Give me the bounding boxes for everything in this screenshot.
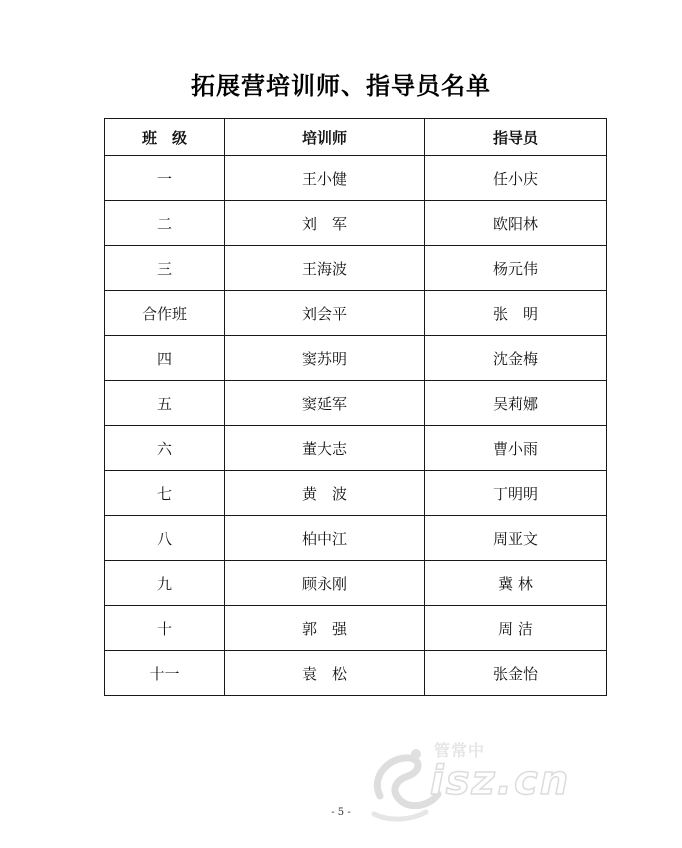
table-row xyxy=(105,606,607,651)
trainer-cell: 窦苏明 xyxy=(225,336,425,381)
guide-cell: 欧阳林 xyxy=(425,201,607,246)
guide-cell: 丁明明 xyxy=(425,471,607,516)
guide-cell: 吴莉娜 xyxy=(425,381,607,426)
trainer-cell: 王海波 xyxy=(225,246,425,291)
class-cell: 十一 xyxy=(105,651,225,696)
class-cell: 九 xyxy=(105,561,225,606)
class-cell: 八 xyxy=(105,516,225,561)
table-row xyxy=(105,651,607,696)
page-number: - 5 - xyxy=(331,807,351,818)
table-row xyxy=(105,471,607,516)
class-cell: 六 xyxy=(105,426,225,471)
trainer-cell: 王小健 xyxy=(225,156,425,201)
guide-cell: 周亚文 xyxy=(425,516,607,561)
guide-cell: 曹小雨 xyxy=(425,426,607,471)
page-title: 拓展营培训师、指导员名单 xyxy=(191,72,491,100)
class-cell: 五 xyxy=(105,381,225,426)
class-cell: 十 xyxy=(105,606,225,651)
trainer-cell: 刘 军 xyxy=(225,201,425,246)
class-cell: 一 xyxy=(105,156,225,201)
watermark-label: 管常中 xyxy=(434,741,486,760)
guide-cell: 任小庆 xyxy=(425,156,607,201)
header-class: 班 级 xyxy=(105,119,225,156)
table-row xyxy=(105,426,607,471)
trainer-cell: 郭 强 xyxy=(225,606,425,651)
trainer-cell: 董大志 xyxy=(225,426,425,471)
table-row xyxy=(105,336,607,381)
table-row xyxy=(105,246,607,291)
table-row xyxy=(105,201,607,246)
class-cell: 合作班 xyxy=(105,291,225,336)
class-cell: 二 xyxy=(105,201,225,246)
table-row xyxy=(105,381,607,426)
table-row xyxy=(105,516,607,561)
table-row xyxy=(105,291,607,336)
guide-cell: 周 洁 xyxy=(425,606,607,651)
watermark-url: isz.cn xyxy=(430,758,571,804)
header-trainer: 培训师 xyxy=(225,119,425,156)
guide-cell: 张 明 xyxy=(425,291,607,336)
trainer-cell: 袁 松 xyxy=(225,651,425,696)
class-cell: 七 xyxy=(105,471,225,516)
trainer-cell: 刘会平 xyxy=(225,291,425,336)
table-row xyxy=(105,561,607,606)
roster-table xyxy=(104,118,607,696)
table-body xyxy=(105,156,607,696)
table-row xyxy=(105,156,607,201)
trainer-cell: 顾永刚 xyxy=(225,561,425,606)
guide-cell: 沈金梅 xyxy=(425,336,607,381)
header-guide: 指导员 xyxy=(425,119,607,156)
guide-cell: 杨元伟 xyxy=(425,246,607,291)
guide-cell: 张金怡 xyxy=(425,651,607,696)
trainer-cell: 柏中江 xyxy=(225,516,425,561)
trainer-cell: 窦延军 xyxy=(225,381,425,426)
trainer-cell: 黄 波 xyxy=(225,471,425,516)
class-cell: 四 xyxy=(105,336,225,381)
guide-cell: 冀 林 xyxy=(425,561,607,606)
table-header-row xyxy=(105,119,607,156)
class-cell: 三 xyxy=(105,246,225,291)
